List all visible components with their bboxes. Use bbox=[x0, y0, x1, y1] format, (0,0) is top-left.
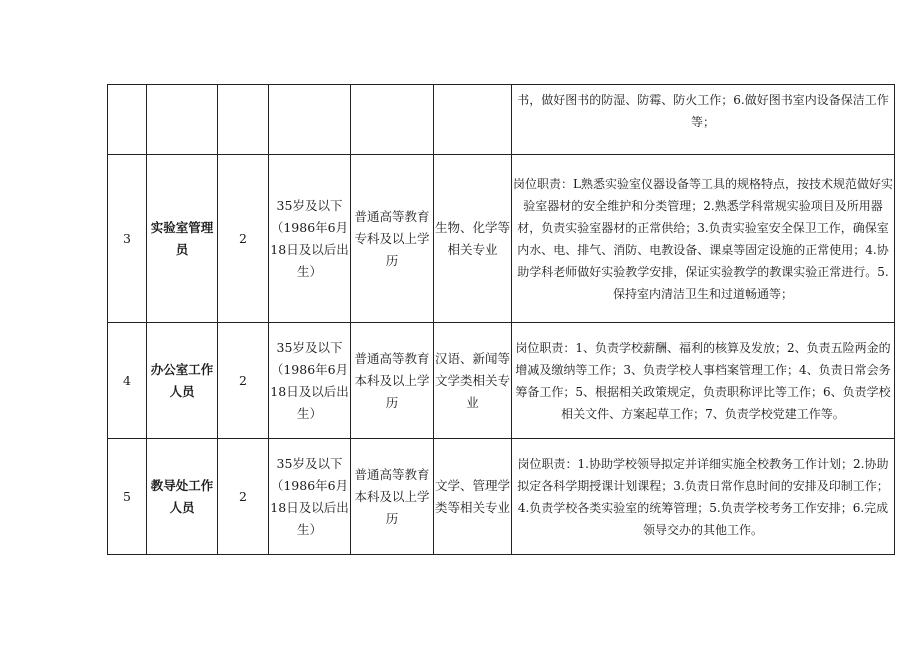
cell-no: 4 bbox=[108, 323, 147, 439]
cell-age bbox=[269, 85, 351, 155]
cell-title: 实验室管理员 bbox=[147, 155, 218, 323]
cell-education: 普通高等教育专科及以上学历 bbox=[351, 155, 434, 323]
cell-count bbox=[218, 85, 269, 155]
cell-count: 2 bbox=[218, 439, 269, 555]
recruitment-table bbox=[107, 84, 895, 555]
cell-count: 2 bbox=[218, 155, 269, 323]
cell-duty: 书，做好图书的防湿、防霉、防火工作；6.做好图书室内设备保洁工作等； bbox=[512, 85, 895, 155]
cell-major bbox=[434, 85, 512, 155]
cell-major: 文学、管理学类等相关专业 bbox=[434, 439, 512, 555]
cell-title: 办公室工作人员 bbox=[147, 323, 218, 439]
cell-count: 2 bbox=[218, 323, 269, 439]
table-row bbox=[108, 155, 895, 323]
cell-age: 35岁及以下（1986年6月18日及以后出生） bbox=[269, 439, 351, 555]
cell-duty: 岗位职责：L熟悉实验室仪器设备等工具的规格特点，按技术规范做好实验室器材的安全维护和分类管理；2.熟悉学科常规实验项目及所用器材，负责实验室器材的正常供给；3.负责实验室安全保卫工作，确保室内水、电、排气、消防、电教设备、课桌等固定设施的正常使用；4.协助学科老师做好实验教学安排，保证实验教学的教课实验正常进行。5.保持室内清洁卫生和过道畅通等； bbox=[512, 155, 895, 323]
cell-title: 教导处工作人员 bbox=[147, 439, 218, 555]
cell-title bbox=[147, 85, 218, 155]
cell-education bbox=[351, 85, 434, 155]
table-row bbox=[108, 439, 895, 555]
cell-age: 35岁及以下（1986年6月18日及以后出生） bbox=[269, 155, 351, 323]
table-row-continuation bbox=[108, 85, 895, 155]
cell-no: 5 bbox=[108, 439, 147, 555]
cell-major: 生物、化学等相关专业 bbox=[434, 155, 512, 323]
cell-no: 3 bbox=[108, 155, 147, 323]
cell-education: 普通高等教育本科及以上学历 bbox=[351, 323, 434, 439]
cell-no bbox=[108, 85, 147, 155]
cell-age: 35岁及以下（1986年6月18日及以后出生） bbox=[269, 323, 351, 439]
cell-duty: 岗位职责：1、负责学校薪酬、福利的核算及发放；2、负责五险两金的增减及缴纳等工作；3、负责学校人事档案管理工作；4、负责日常会务筹备工作；5、根据相关政策规定，负责职称评比等工作；6、负责学校相关文件、方案起草工作；7、负责学校党建工作等。 bbox=[512, 323, 895, 439]
table-row bbox=[108, 323, 895, 439]
cell-duty: 岗位职责：1.协助学校领导拟定并详细实施全校教务工作计划；2.协助拟定各科学期授课计划课程；3.负责日常作息时间的安排及印制工作；4.负责学校各类实验室的统筹管理；5.负责学校考务工作安排；6.完成领导交办的其他工作。 bbox=[512, 439, 895, 555]
cell-major: 汉语、新闻等文学类相关专业 bbox=[434, 323, 512, 439]
cell-education: 普通高等教育本科及以上学历 bbox=[351, 439, 434, 555]
